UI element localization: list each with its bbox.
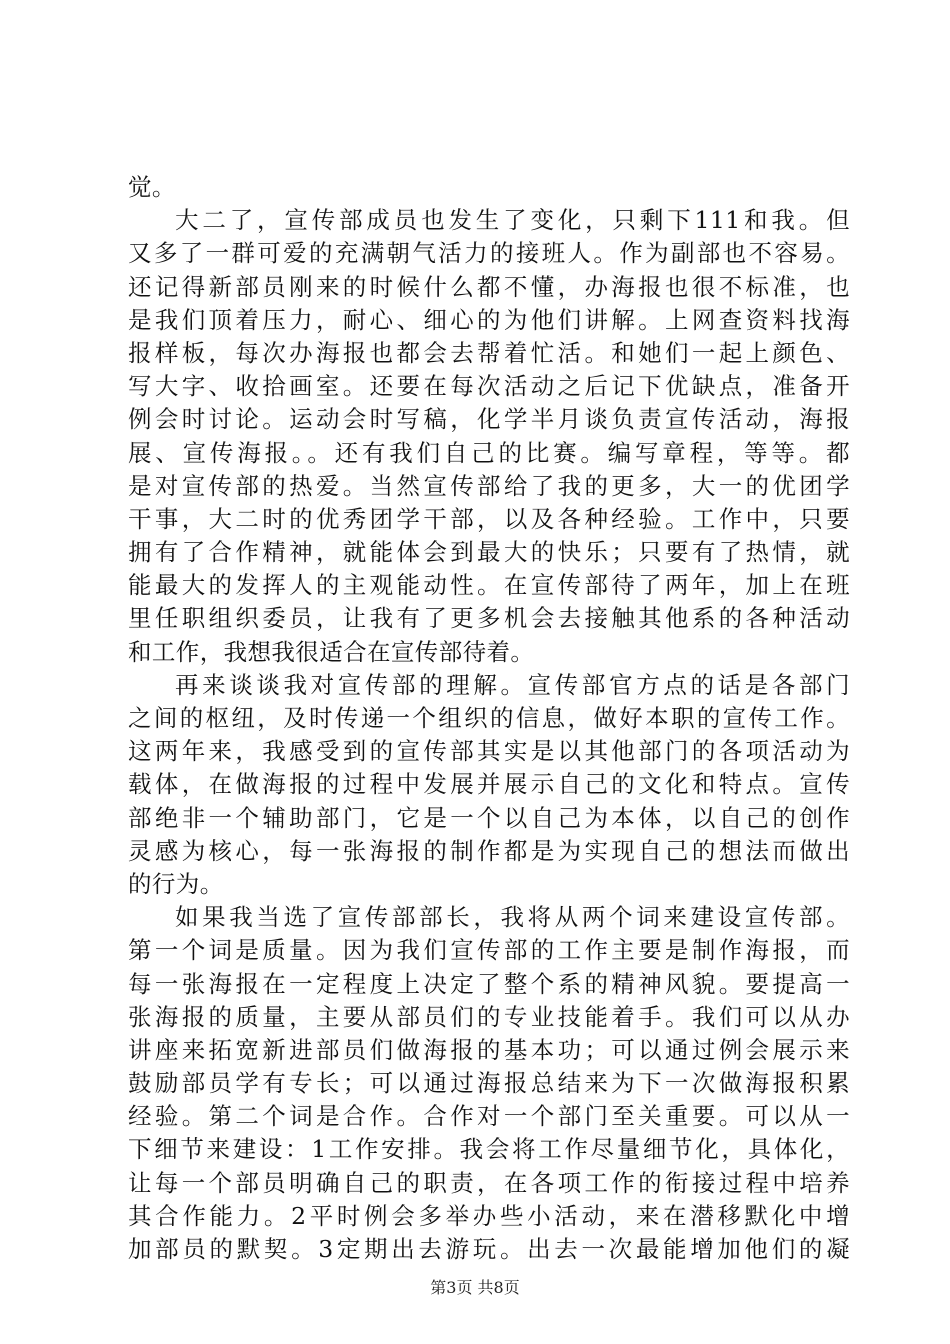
text-line: 干事，大二时的优秀团学干部，以及各种经验。工作中，只要	[128, 504, 850, 533]
text-line: 部绝非一个辅助部门，它是一个以自己为本体，以自己的创作	[128, 803, 850, 832]
page-footer: 第3页 共8页	[430, 1278, 520, 1297]
text-line: 写大字、收拾画室。还要在每次活动之后记下优缺点，准备开	[128, 372, 850, 401]
text-line: 能最大的发挥人的主观能动性。在宣传部待了两年，加上在班	[128, 571, 850, 600]
text-line: 其合作能力。2平时例会多举办些小活动，来在潜移默化中增	[128, 1201, 850, 1230]
text-line: 灵感为核心，每一张海报的制作都是为实现自己的想法而做出	[128, 836, 850, 865]
text-line: 报样板，每次办海报也都会去帮着忙活。和她们一起上颜色、	[128, 338, 850, 367]
text-line: 是我们顶着压力，耐心、细心的为他们讲解。上网查资料找海	[128, 305, 850, 334]
text-line: 再来谈谈我对宣传部的理解。宣传部官方点的话是各部门	[175, 670, 850, 699]
text-line: 的行为。	[128, 869, 224, 898]
text-line: 里任职组织委员，让我有了更多机会去接触其他系的各种活动	[128, 604, 850, 633]
text-line: 是对宣传部的热爱。当然宣传部给了我的更多，大一的优团学	[128, 471, 850, 500]
text-line: 之间的枢纽，及时传递一个组织的信息，做好本职的宣传工作。	[128, 704, 850, 732]
text-line: 又多了一群可爱的充满朝气活力的接班人。作为副部也不容易。	[128, 239, 850, 268]
text-line: 展、宣传海报。。还有我们自己的比赛。编写章程，等等。都	[128, 438, 850, 467]
text-line: 觉。	[128, 173, 176, 201]
text-line: 如果我当选了宣传部部长，我将从两个词来建设宣传部。	[175, 903, 850, 932]
text-line: 和工作，我想我很适合在宣传部待着。	[128, 637, 535, 666]
text-line: 下细节来建设：1工作安排。我会将工作尽量细节化，具体化，	[128, 1135, 850, 1164]
text-line: 例会时讨论。运动会时写稿，化学半月谈负责宣传活动，海报	[128, 405, 850, 434]
text-line: 让每一个部员明确自己的职责，在各项工作的衔接过程中培养	[128, 1168, 850, 1197]
text-line: 鼓励部员学有专长；可以通过海报总结来为下一次做海报积累	[128, 1069, 850, 1098]
text-line: 载体，在做海报的过程中发展并展示自己的文化和特点。宣传	[128, 770, 850, 799]
text-line: 张海报的质量，主要从部员们的专业技能着手。我们可以从办	[128, 1002, 850, 1031]
text-line: 拥有了合作精神，就能体会到最大的快乐；只要有了热情，就	[128, 538, 850, 567]
text-line: 加部员的默契。3定期出去游玩。出去一次最能增加他们的凝	[128, 1235, 850, 1263]
text-line: 第一个词是质量。因为我们宣传部的工作主要是制作海报，而	[128, 936, 850, 965]
text-line: 大二了，宣传部成员也发生了变化，只剩下111和我。但	[175, 206, 850, 235]
document-body	[128, 171, 850, 1266]
text-line: 经验。第二个词是合作。合作对一个部门至关重要。可以从一	[128, 1102, 850, 1131]
text-line: 每一张海报在一定程度上决定了整个系的精神风貌。要提高一	[128, 969, 850, 998]
text-line: 讲座来拓宽新进部员们做海报的基本功；可以通过例会展示来	[128, 1035, 850, 1064]
text-line: 还记得新部员刚来的时候什么都不懂，办海报也很不标准，也	[128, 272, 850, 301]
text-line: 这两年来，我感受到的宣传部其实是以其他部门的各项活动为	[128, 737, 850, 766]
